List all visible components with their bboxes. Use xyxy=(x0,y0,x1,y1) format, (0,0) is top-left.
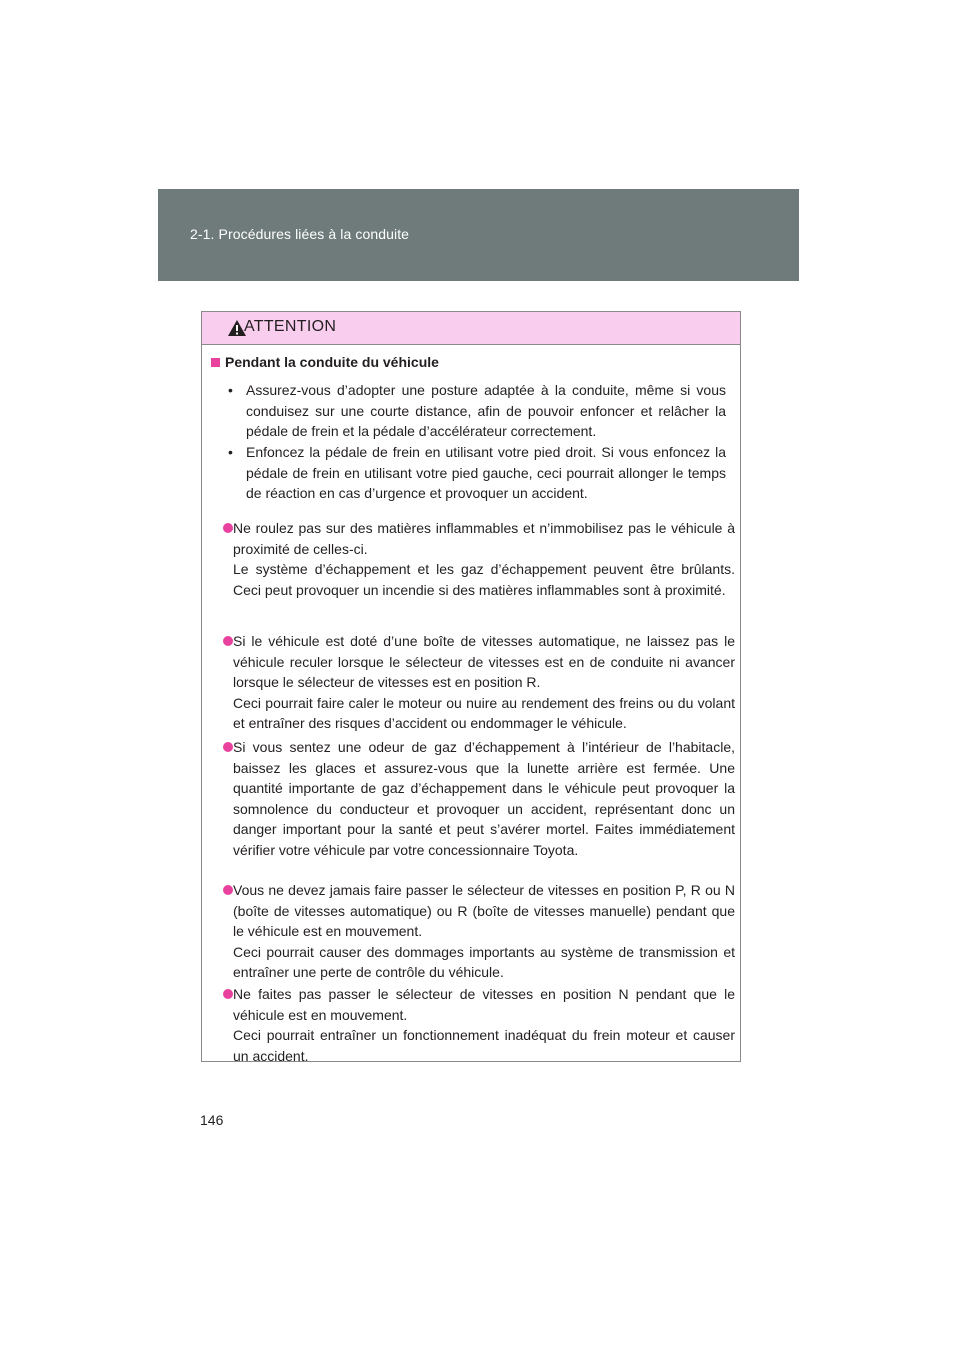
bullet-mark: • xyxy=(228,382,233,398)
list-item-text: Ne faites pas passer le sélecteur de vitesses en position N pendant que le véhicule est en mouvement. xyxy=(233,986,735,1023)
list-item xyxy=(223,631,735,734)
list-item xyxy=(223,518,735,600)
dot-bullet-icon xyxy=(223,636,233,646)
dot-bullet-icon xyxy=(223,523,233,533)
list-item xyxy=(223,984,735,1066)
list-item-text: Enfoncez la pédale de frein en utilisant votre pied droit. Si vous enfoncez la pédale de frein en utilisant votre pied gauche, ceci pourrait allonger le temps de réaction en cas d’urgence et provoquer un accident. xyxy=(246,444,726,502)
list-item-extra: Ceci pourrait faire caler le moteur ou nuire au rendement des freins ou du volant et entraîner des risques d’accident ou endommager le véhicule. xyxy=(233,694,735,732)
page-number: 146 xyxy=(200,1112,224,1128)
list-item xyxy=(228,380,726,442)
square-bullet-icon xyxy=(211,358,220,367)
list-item-text: Assurez-vous d’adopter une posture adaptée à la conduite, même si vous conduisez sur une courte distance, afin de pouvoir enfoncer et relâcher la pédale de frein et la pédale d’accélérateur correctement. xyxy=(246,382,726,440)
list-item-text: Vous ne devez jamais faire passer le sélecteur de vitesses en position P, R ou N (boîte de vitesses automatique) ou R (boîte de vitesses manuelle) pendant que le véhicule est en mouvement. xyxy=(233,882,735,940)
list-item-extra: Ceci pourrait entraîner un fonctionnement inadéquat du frein moteur et causer un accident. xyxy=(233,1027,735,1064)
bullet-mark: • xyxy=(228,444,233,460)
chapter-header-band xyxy=(158,189,799,281)
warning-box xyxy=(201,311,741,1062)
list-item-text: Ne roulez pas sur des matières inflammables et n’immobilisez pas le véhicule à proximité de celles-ci. xyxy=(233,520,735,557)
list-item xyxy=(223,737,735,861)
list-item xyxy=(228,442,726,504)
section-heading-text: Pendant la conduite du véhicule xyxy=(225,354,439,370)
list-item-extra: Le système d’échappement et les gaz d’échappement peuvent être brûlants. Ceci peut provoquer un incendie si des matières inflammables sont à proximité. xyxy=(233,561,735,598)
warning-body xyxy=(202,344,740,1064)
list-item xyxy=(223,880,735,983)
dot-bullet-icon xyxy=(223,989,233,999)
list-item-extra: Ceci pourrait causer des dommages importants au système de transmission et entraîner une perte de contrôle du véhicule. xyxy=(233,943,735,981)
warning-label: ATTENTION xyxy=(244,318,337,335)
list-item-text: Si le véhicule est doté d’une boîte de vitesses automatique, ne laissez pas le véhicule reculer lorsque le sélecteur de vitesses est en de conduite ni avancer lorsque le sélecteur de vitesses est en position R. xyxy=(233,633,735,691)
chapter-title: 2-1. Procédures liées à la conduite xyxy=(190,226,410,242)
warning-header xyxy=(202,312,740,345)
dot-bullet-icon xyxy=(223,742,233,752)
dot-bullet-icon xyxy=(223,885,233,895)
section-heading xyxy=(211,354,439,370)
list-item-text: Si vous sentez une odeur de gaz d’échappement à l’intérieur de l’habitacle, baissez les glaces et assurez-vous que la lunette arrière est fermée. Une quantité importante de gaz d’échappement dans le véhicule peut provoquer la somnolence du conducteur et provoquer un accident, représentant donc un danger important pour la santé et peut s’avérer mortel. Faites immédiatement vérifier votre véhicule par votre concessionnaire Toyota. xyxy=(233,739,735,858)
